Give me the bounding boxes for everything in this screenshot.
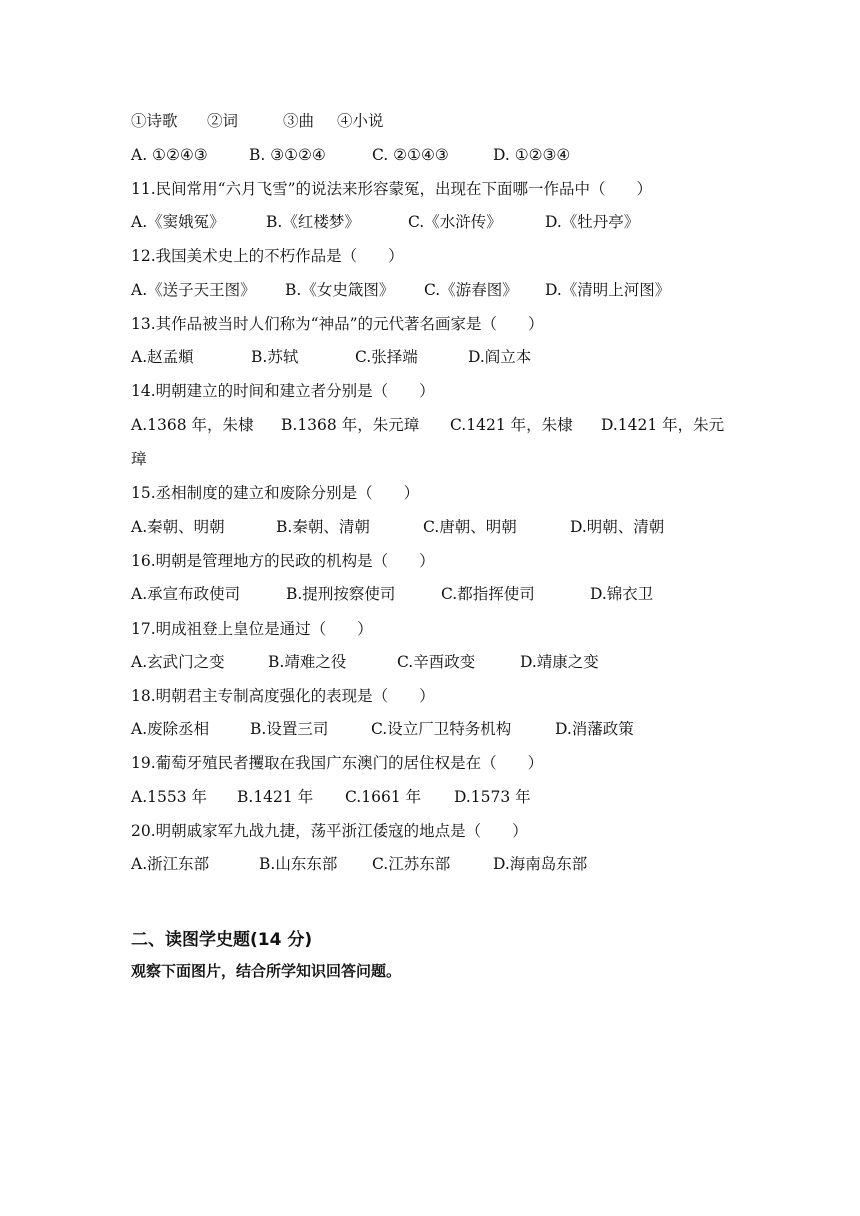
q12-option-b: B.《女史箴图》 — [285, 281, 395, 299]
q19-option-d: D.1573 年 — [454, 788, 531, 806]
q16-stem: 16.明朝是管理地方的民政的机构是（ ） — [131, 552, 435, 570]
q10-option-d: D. ①②③④ — [493, 146, 571, 164]
q18-option-b: B.设置三司 — [250, 720, 329, 738]
q11-option-a: A.《窦娥冤》 — [131, 213, 225, 231]
q15-stem: 15.丞相制度的建立和废除分别是（ ） — [131, 484, 420, 502]
section-2-title: 二、读图学史题(14 分) — [131, 930, 313, 950]
q11-option-d: D.《牡丹亭》 — [545, 213, 640, 231]
q14-option-d-continued: 璋 — [131, 450, 147, 468]
q10-option-c: C. ②①④③ — [372, 146, 449, 164]
q10-item-2: ②词 — [207, 112, 239, 130]
q12-option-a: A.《送子天王图》 — [131, 281, 256, 299]
q18-stem: 18.明朝君主专制高度强化的表现是（ ） — [131, 687, 435, 705]
q15-option-c: C.唐朝、明朝 — [423, 518, 517, 536]
q18-option-a: A.废除丞相 — [131, 720, 210, 738]
q13-option-c: C.张择端 — [355, 348, 418, 366]
q13-option-b: B.苏轼 — [251, 348, 299, 366]
q12-option-d: D.《清明上河图》 — [545, 281, 671, 299]
q20-stem: 20.明朝戚家军九战九捷，荡平浙江倭寇的地点是（ ） — [131, 822, 528, 840]
q18-option-c: C.设立厂卫特务机构 — [371, 720, 512, 738]
q13-option-a: A.赵孟頫 — [131, 348, 194, 366]
q17-option-c: C.辛酉政变 — [397, 653, 476, 671]
q16-option-b: B.提刑按察使司 — [286, 585, 396, 603]
q13-option-d: D.阎立本 — [468, 348, 532, 366]
q20-option-d: D.海南岛东部 — [493, 855, 588, 873]
section-2-instruction: 观察下面图片，结合所学知识回答问题。 — [131, 962, 402, 980]
q10-item-4: ④小说 — [337, 112, 384, 130]
q17-option-b: B.靖难之役 — [268, 653, 347, 671]
q10-option-b: B. ③①②④ — [249, 146, 326, 164]
q15-option-d: D.明朝、清朝 — [570, 518, 665, 536]
q16-option-c: C.都指挥使司 — [441, 585, 535, 603]
q19-option-b: B.1421 年 — [237, 788, 314, 806]
q19-option-c: C.1661 年 — [345, 788, 422, 806]
q14-option-c: C.1421 年，朱棣 — [450, 416, 573, 434]
q10-item-3: ③曲 — [283, 112, 315, 130]
q14-stem: 14.明朝建立的时间和建立者分别是（ ） — [131, 382, 435, 400]
q18-option-d: D.消藩政策 — [555, 720, 634, 738]
q10-option-a: A. ①②④③ — [131, 146, 208, 164]
q15-option-a: A.秦朝、明朝 — [131, 518, 225, 536]
q10-item-1: ①诗歌 — [131, 112, 178, 130]
q11-option-b: B.《红楼梦》 — [266, 213, 360, 231]
q11-option-c: C.《水浒传》 — [408, 213, 502, 231]
q17-option-a: A.玄武门之变 — [131, 653, 225, 671]
q16-option-a: A.承宣布政使司 — [131, 585, 241, 603]
q14-option-d: D.1421 年，朱元 — [601, 416, 725, 434]
q14-option-b: B.1368 年，朱元璋 — [281, 416, 420, 434]
q20-option-b: B.山东东部 — [259, 855, 338, 873]
q19-stem: 19.葡萄牙殖民者攫取在我国广东澳门的居住权是在（ ） — [131, 754, 544, 772]
q12-option-c: C.《游春图》 — [424, 281, 518, 299]
q13-stem: 13.其作品被当时人们称为“神品”的元代著名画家是（ ） — [131, 315, 544, 333]
q20-option-c: C.江苏东部 — [372, 855, 451, 873]
q17-stem: 17.明成祖登上皇位是通过（ ） — [131, 620, 373, 638]
q16-option-d: D.锦衣卫 — [590, 585, 654, 603]
q11-stem: 11.民间常用“六月飞雪”的说法来形容蒙冤，出现在下面哪一作品中（ ） — [131, 180, 653, 198]
q19-option-a: A.1553 年 — [131, 788, 207, 806]
q15-option-b: B.秦朝、清朝 — [276, 518, 370, 536]
q12-stem: 12.我国美术史上的不朽作品是（ ） — [131, 247, 404, 265]
q20-option-a: A.浙江东部 — [131, 855, 210, 873]
q17-option-d: D.靖康之变 — [520, 653, 599, 671]
q14-option-a: A.1368 年，朱棣 — [131, 416, 254, 434]
